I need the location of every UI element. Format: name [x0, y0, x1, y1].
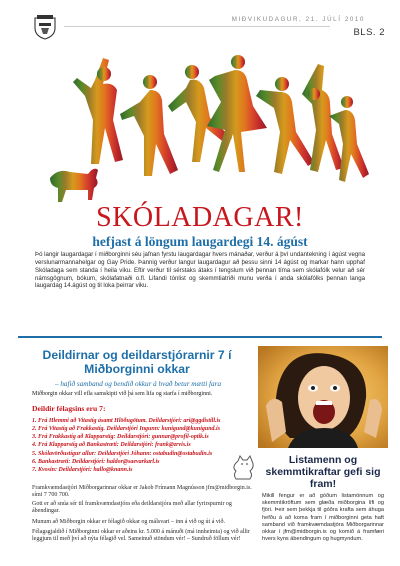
article-paragraph: Félagsgjaldið í Miðborginni okkar er aðeins kr. 5.000 á mánuði (má innheimta) og við allir leggjum til með því að nýta félagið vel. Sameinuð stöndum vér! – Sundruð föllum vér!: [32, 529, 250, 543]
department-item: 4. Frá Klapparstíg að Bankastræti: Deildarstjóri: frank@zrvis.is: [32, 442, 191, 449]
department-item: 7. Kvosin: Deildarstjóri: hallo@knann.is: [32, 466, 133, 473]
article-subheading: – hafið samband og bendið okkur á hvað betur mætti fara: [54, 380, 222, 388]
issue-date: MIÐVIKUDAGUR, 21. JÚLÍ 2010: [231, 16, 365, 23]
page-number: BLS. 2: [353, 27, 385, 38]
crest-logo: [34, 14, 56, 40]
headline-title: SKÓLADAGAR!: [96, 202, 304, 233]
hero-silhouettes-illustration: [0, 50, 400, 210]
excited-woman-photo: [258, 346, 388, 448]
department-item: 2. Frá Vitastíg að Frakkastíg. Deildarstjóri Ingunn: kunigund@kunigund.is: [32, 426, 221, 433]
department-item: 3. Frá Frakkastíg að Klapparstíg: Deildarstjóri: gunnar@profil-optik.is: [32, 434, 209, 441]
article-paragraph: Munum að Miðborgin okkar er félagið okkar og málsvari – inn á við og út á við.: [32, 519, 226, 525]
ad-title: Listamenn og skemmtikraftar gefi sig fram!: [265, 454, 381, 490]
lead-paragraph: Þó langir laugardagar í miðborginni séu jafnan fyrstu laugardagar hvers mánaðar, verður á því undantekning í ágúst vegna verslunarmannahelgar og Gay Pride. Þannig verður langur laugardagur að þessu sinni 14 ágúst og markar hann upphaf Skóladaga sem standa í heila viku. Eftir verður til sérstaks átaks í tengslum við þennan tíma sem skólafólk velur að sér námsgögnum, bókum, skólafatnaði o.fl. Lifandi tónlist og skemmtiatriði munu verða í anda skólafólks þennan langa laugardag 14.ágúst og til loka þeirrar viku.: [35, 251, 365, 290]
ad-text: Mikill fengur er að góðum listamönnum og skemmtikröftum sem glæða miðborgina lífi og fjöri. Þeir sem þekkja til góðra krafta sem áhuga hefðu á að koma fram í miðborginni geta haft samband við framkvæmdastjóra Miðborgarinnar okkar í jfm@midborgin.is og komið á framfæri hvers kyns ábendingum og hugmyndum.: [262, 493, 384, 543]
departments-list: [32, 417, 257, 474]
department-item: 1. Frá Hlemmi að Vitastíg ásamt Hlöðugötum. Deildarstjóri: ari@ggdistill.is: [32, 418, 221, 424]
section-divider: [18, 336, 382, 338]
article-heading: Deildirnar og deildarstjórarnir 7 í Miðborginni okkar: [42, 348, 232, 376]
headline-subtitle: hefjast á löngum laugardegi 14. ágúst: [92, 234, 308, 249]
article-intro: Miðborgin okkar vill efla samskipti við þá sem lifa og starfa í miðborginni.: [32, 391, 213, 397]
departments-title: Deildir félagsins eru 7:: [32, 404, 106, 413]
header-rule: [64, 26, 330, 27]
cat-icon: [232, 455, 256, 481]
department-item: 6. Bankastræti: Deildarstjóri: haldor@saevarkarl.is: [32, 458, 160, 465]
article-paragraph: Gott er að snúa sér til framkvæmdastjóra eða deildarstjóra með allar fyrirspurnir og ábendingar.: [32, 501, 232, 515]
department-item: 5. Skólavörðustígur allur: Deildarstjóri Jóhann: ostabudin@ostabudin.is: [32, 450, 213, 457]
article-paragraph: Framkvæmdastjóri Miðborgarinnar okkar er Jakob Frímann Magnússon jfm@midborgin.is. sími 7 700 700.: [32, 485, 252, 499]
